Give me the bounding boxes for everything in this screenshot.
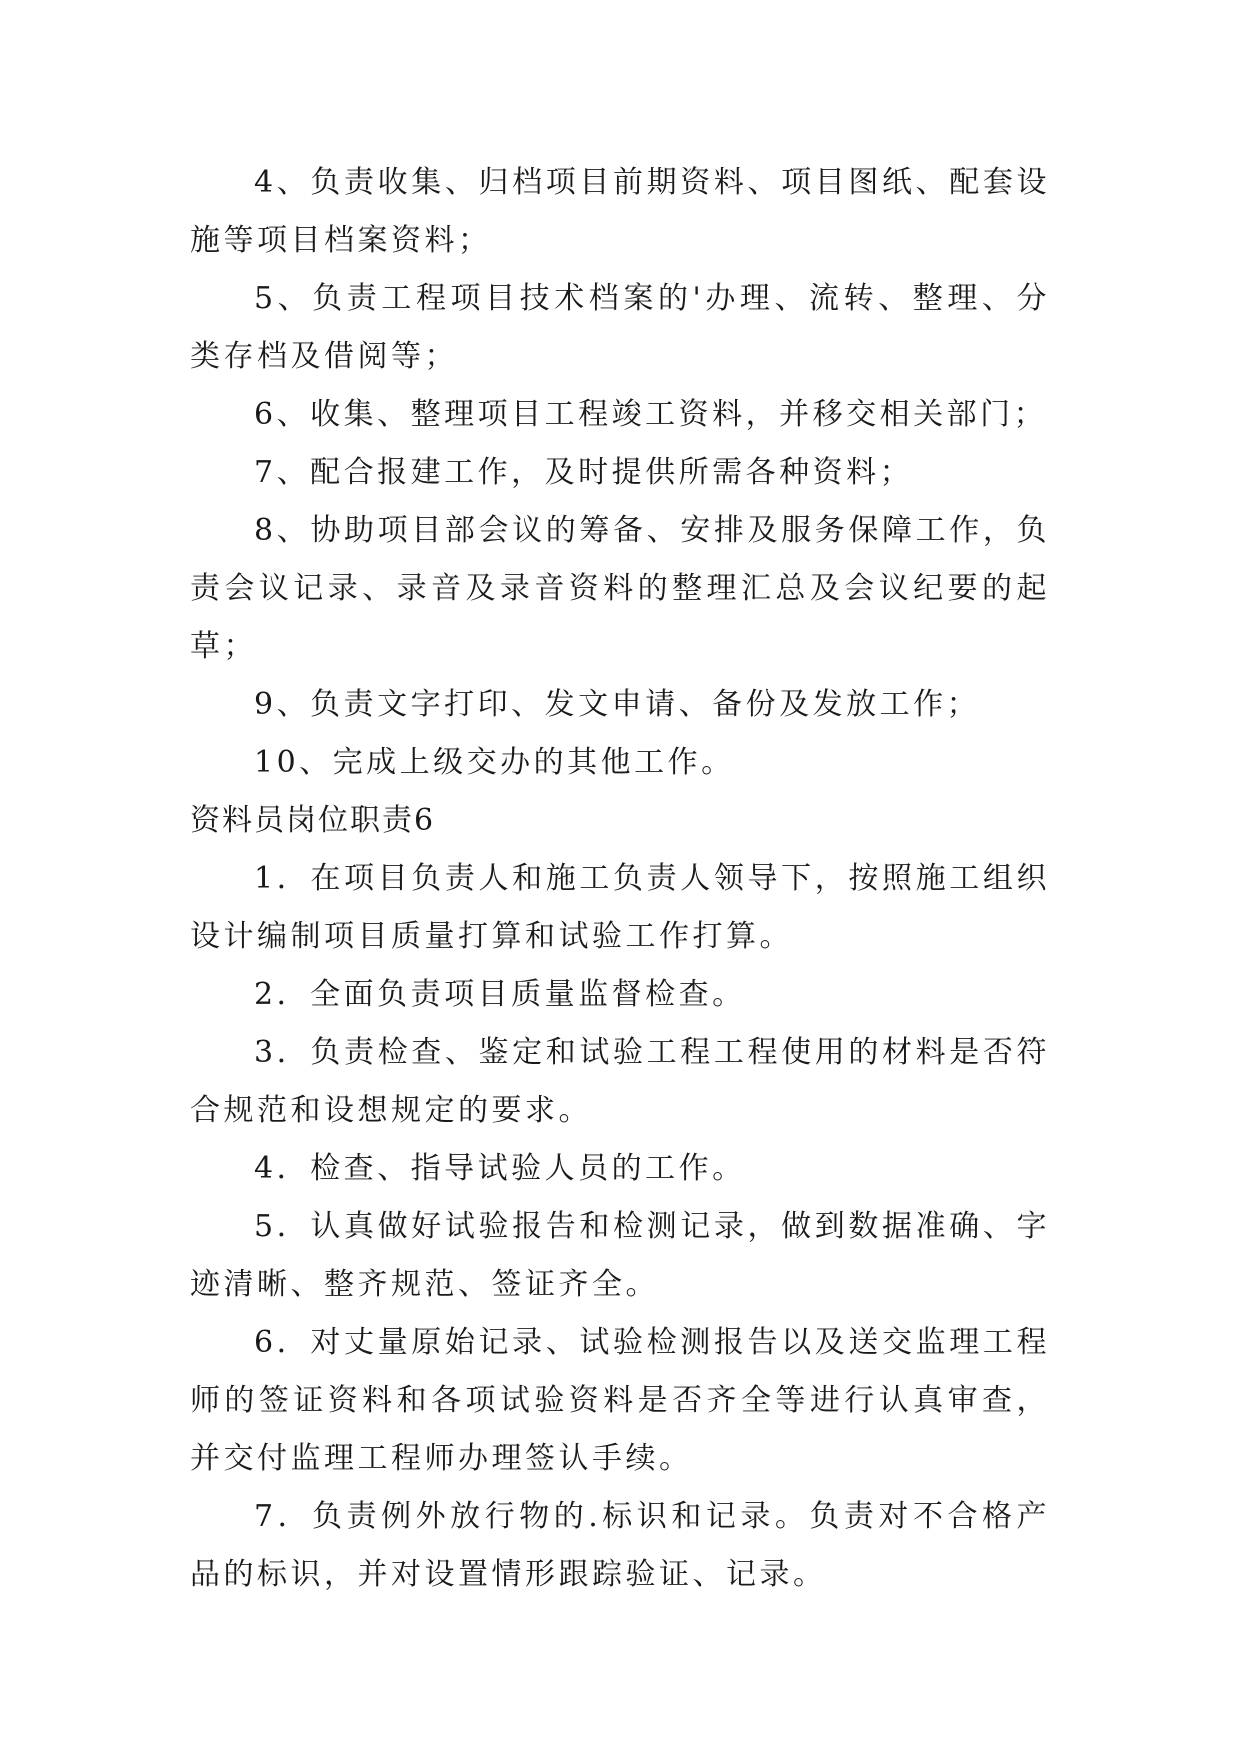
paragraph-item-9: 9、负责文字打印、发文申请、备份及发放工作； — [254, 687, 981, 722]
section-heading: 资料员岗位职责6 — [190, 803, 436, 838]
duty-item-2: 2．全面负责项目质量监督检查。 — [254, 977, 746, 1012]
paragraph-item-10: 10、完成上级交办的其他工作。 — [254, 745, 735, 780]
duty-item-1: 1．在项目负责人和施工负责人领导下，按照施工组织设计编制项目质量打算和试验工作打算。 — [190, 861, 1050, 954]
paragraph-item-7: 7、配合报建工作，及时提供所需各种资料； — [254, 455, 914, 490]
paragraph-item-4: 4、负责收集、归档项目前期资料、项目图纸、配套设施等项目档案资料； — [190, 165, 1050, 258]
paragraph-item-8: 8、协助项目部会议的筹备、安排及服务保障工作，负责会议记录、录音及录音资料的整理汇总及会议纪要的起草； — [190, 513, 1050, 664]
document-body — [190, 154, 1050, 1604]
duty-item-6: 6．对丈量原始记录、试验检测报告以及送交监理工程师的签证资料和各项试验资料是否齐全等进行认真审查，并交付监理工程师办理签认手续。 — [190, 1325, 1050, 1476]
duty-item-7: 7．负责例外放行物的.标识和记录。负责对不合格产品的标识，并对设置情形跟踪验证、记录。 — [190, 1499, 1050, 1592]
duty-item-3: 3．负责检查、鉴定和试验工程工程使用的材料是否符合规范和设想规定的要求。 — [190, 1035, 1050, 1128]
duty-item-5: 5．认真做好试验报告和检测记录，做到数据准确、字迹清晰、整齐规范、签证齐全。 — [190, 1209, 1050, 1302]
duty-item-4: 4．检查、指导试验人员的工作。 — [254, 1151, 746, 1186]
paragraph-item-5: 5、负责工程项目技术档案的'办理、流转、整理、分类存档及借阅等； — [190, 281, 1050, 374]
paragraph-item-6: 6、收集、整理项目工程竣工资料，并移交相关部门； — [254, 397, 1048, 432]
